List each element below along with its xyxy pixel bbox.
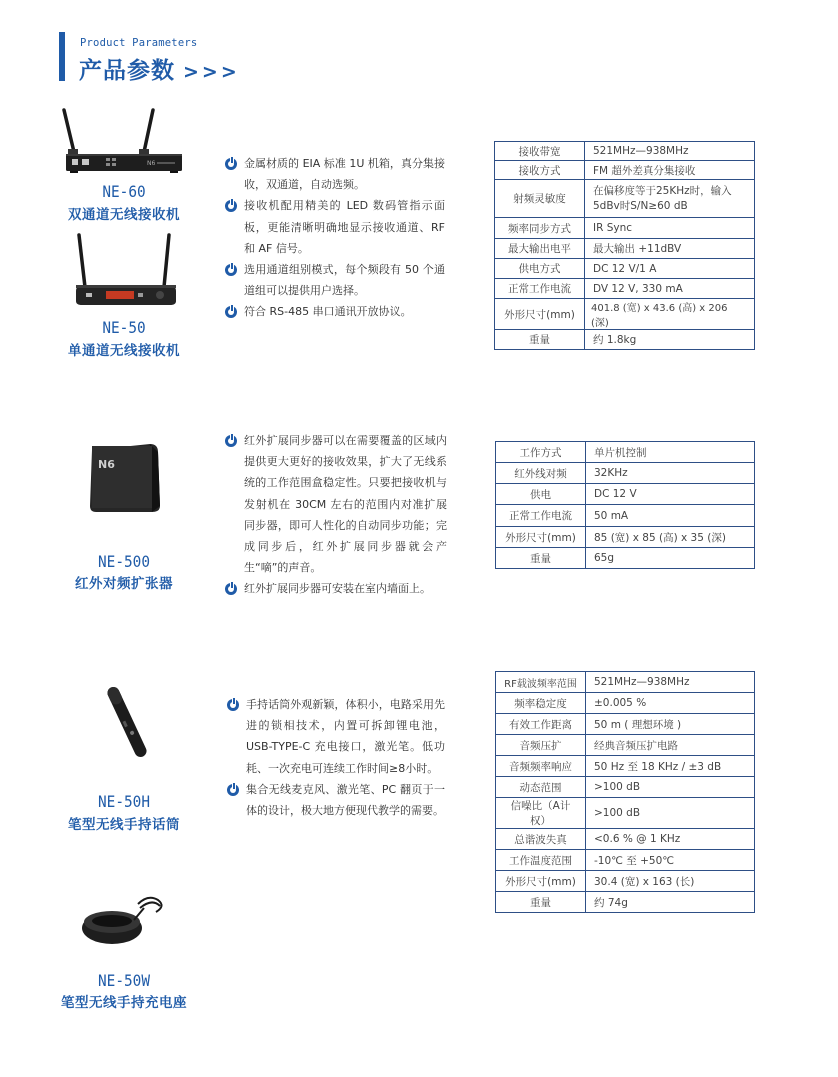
header-subtitle: Product Parameters <box>80 37 198 49</box>
table-row: 正常工作电流 50 mA <box>496 505 755 527</box>
table-row: 外形尺寸(mm) 401.8 (宽) x 43.6 (高) x 206 (深) <box>495 299 755 330</box>
bullet-icon <box>225 200 237 212</box>
table-row: 外形尺寸(mm) 30.4 (宽) x 163 (长) <box>496 871 755 892</box>
list-item: 符合 RS-485 串口通讯开放协议。 <box>225 301 445 322</box>
list-item: 红外扩展同步器可以在需要覆盖的区域内提供更大更好的接收效果，扩大了无线系统的工作范围盒稳定性。只要把接收机与发射机在 30CM 左右的范围内对准扩展同步器，即可人性化的自动同步功能；完成同步后，红外扩展同步器就会产生“嘀”的声音。 <box>225 430 447 578</box>
ne60-name: 双通道无线接收机 <box>68 207 180 223</box>
list-item: 接收机配用精美的 LED 数码管指示面板，更能清晰明确地显示接收通道、RF 和 AF 信号。 <box>225 195 445 259</box>
table-row: 外形尺寸(mm) 85 (宽) x 85 (高) x 35 (深) <box>496 527 755 548</box>
section3-feature-list <box>227 694 445 821</box>
bullet-icon <box>227 699 239 711</box>
ne50h-name: 笔型无线手持话筒 <box>68 817 180 833</box>
ne50w-charger-image <box>78 892 168 950</box>
table-row: 动态范围 >100 dB <box>496 777 755 798</box>
table-row: 红外线对频 32KHz <box>496 463 755 484</box>
svg-text:N6: N6 <box>147 160 156 167</box>
table-row: 射频灵敏度 在偏移度等于25KHz时，输入5dBv时S/N≥60 dB <box>495 180 755 218</box>
table-row: 工作方式 单片机控制 <box>496 442 755 463</box>
table-row: 频率稳定度 ±0.005 % <box>496 693 755 714</box>
ne60-receiver-image <box>60 108 188 178</box>
list-item: 集合无线麦克风、激光笔、PC 翻页于一体的设计，极大地方便现代教学的需要。 <box>227 779 445 821</box>
page-title-text: 产品参数 <box>79 58 175 84</box>
bullet-icon <box>227 784 239 796</box>
ne60-model: NE-60 <box>102 182 146 201</box>
ne50h-microphone-image <box>100 682 154 762</box>
bullet-icon <box>225 435 237 447</box>
table-row: 供电方式 DC 12 V/1 A <box>495 259 755 279</box>
table-row: 频率同步方式 IR Sync <box>495 218 755 239</box>
table-row: 总谐波失真 <0.6 % @ 1 KHz <box>496 829 755 850</box>
table-row: 重量 约 74g <box>496 892 755 913</box>
ne50-model: NE-50 <box>102 318 146 337</box>
page-title <box>79 52 240 85</box>
table-row: 接收带宽 521MHz—938MHz <box>495 142 755 161</box>
title-arrows: >>> <box>183 61 240 83</box>
bullet-icon <box>225 583 237 595</box>
header-accent-bar <box>59 32 65 81</box>
table-row: 音频压扩 经典音频压扩电路 <box>496 735 755 756</box>
ne50w-name: 笔型无线手持充电座 <box>61 995 187 1011</box>
section2-feature-list <box>225 430 447 600</box>
table-row: 最大输出电平 最大输出 +11dBV <box>495 239 755 259</box>
section1-feature-list <box>225 153 445 323</box>
table-row: 正常工作电流 DV 12 V, 330 mA <box>495 279 755 299</box>
list-item: 红外扩展同步器可安装在室内墙面上。 <box>225 578 447 599</box>
list-item: 选用通道组别模式，每个频段有 50 个通道组可以提供用户选择。 <box>225 259 445 301</box>
table-row: 接收方式 FM 超外差真分集接收 <box>495 161 755 180</box>
ne500-extender-image <box>88 442 168 514</box>
section1-spec-table <box>494 141 755 350</box>
list-item: 金属材质的 EIA 标准 1U 机箱，真分集接收，双通道，自动选频。 <box>225 153 445 195</box>
table-row: 供电 DC 12 V <box>496 484 755 505</box>
ne50-receiver-image <box>72 233 180 308</box>
svg-text:N6: N6 <box>98 458 115 471</box>
ne50h-model: NE-50H <box>97 792 151 811</box>
section2-spec-table <box>495 441 755 569</box>
section3-spec-table <box>495 671 755 913</box>
table-row: 有效工作距离 50 m ( 理想环境 ) <box>496 714 755 735</box>
list-item: 手持话筒外观新颖，体积小，电路采用先进的锁相技术，内置可拆卸锂电池，USB-TYPE-C 充电接口，激光笔。低功耗、一次充电可连续工作时间≥8小时。 <box>227 694 445 779</box>
table-row: 重量 约 1.8kg <box>495 330 755 350</box>
bullet-icon <box>225 306 237 318</box>
ne50w-model: NE-50W <box>97 971 151 990</box>
bullet-icon <box>225 158 237 170</box>
ne500-name: 红外对频扩张器 <box>75 576 173 592</box>
ne500-model: NE-500 <box>97 552 151 571</box>
table-row: 工作温度范围 -10℃ 至 +50℃ <box>496 850 755 871</box>
ne50-name: 单通道无线接收机 <box>68 343 180 359</box>
table-row: RF载波频率范围 521MHz—938MHz <box>496 672 755 693</box>
table-row: 音频频率响应 50 Hz 至 18 KHz / ±3 dB <box>496 756 755 777</box>
table-row: 重量 65g <box>496 548 755 569</box>
table-row: 信噪比（A计权） >100 dB <box>496 798 755 829</box>
bullet-icon <box>225 264 237 276</box>
